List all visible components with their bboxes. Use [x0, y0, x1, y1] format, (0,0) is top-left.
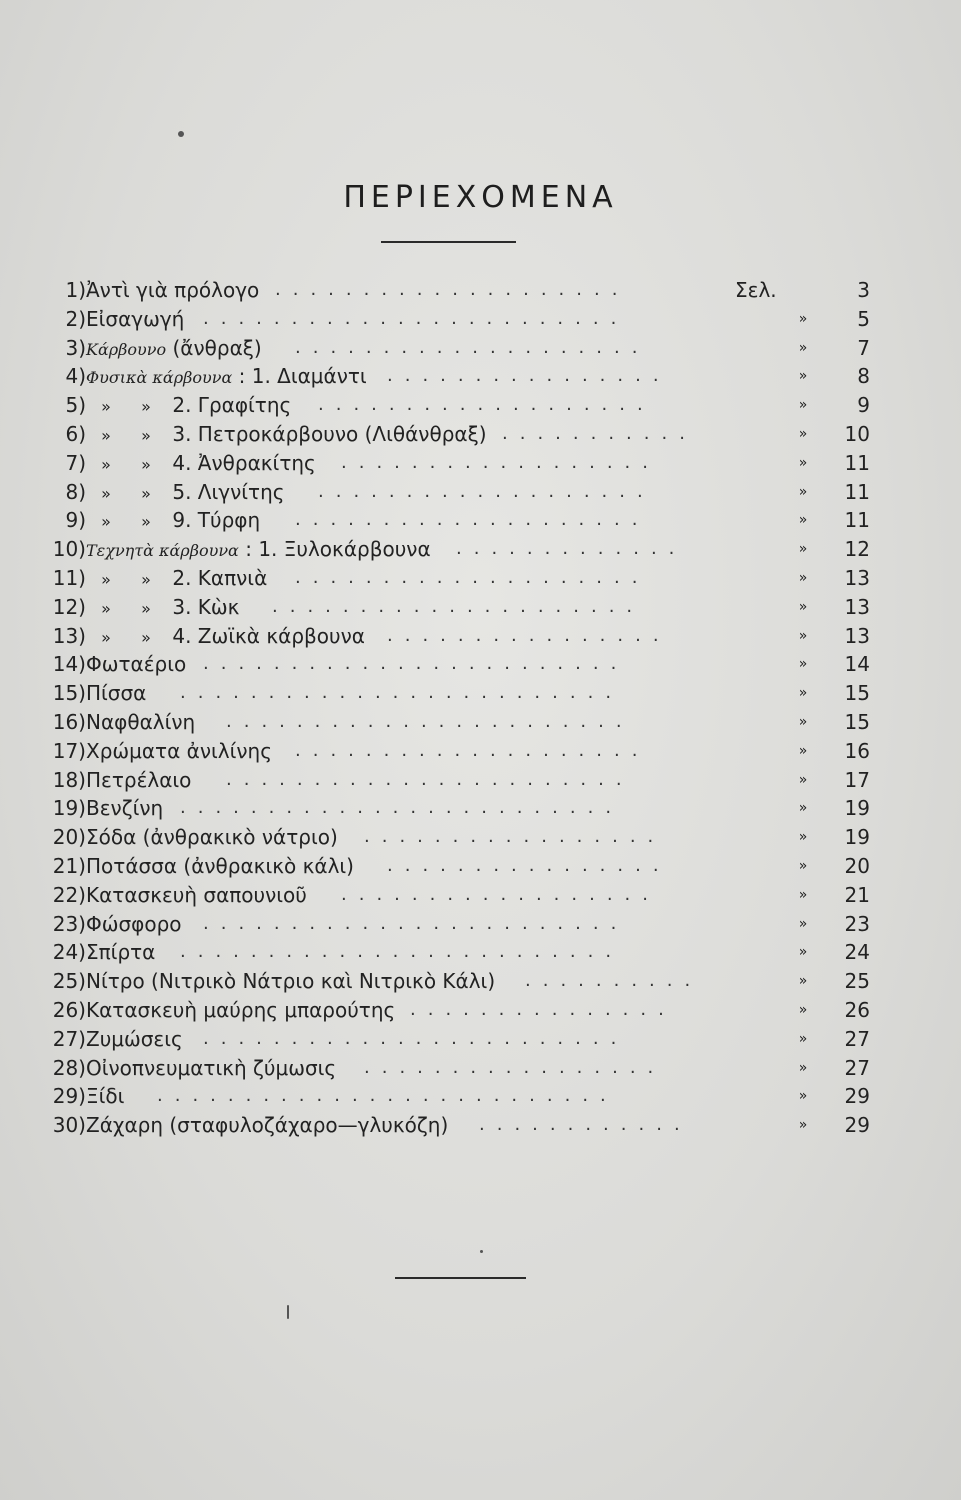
leader-dots: ................ — [387, 854, 671, 876]
leader-dots: ........................ — [203, 1027, 629, 1049]
entry-number: 25) — [52, 969, 86, 994]
entry-text: Νίτρο (Νιτρικὸ Νάτριο καὶ Νιτρικὸ Κάλι) — [86, 969, 496, 994]
entry-text: Κατασκευὴ σαπουνιοῦ — [86, 882, 307, 907]
entry-title — [86, 708, 195, 737]
entry-text: (ἄνθραξ) — [166, 335, 262, 360]
page-number: 14 — [844, 652, 870, 677]
entry-number: 28) — [52, 1055, 86, 1080]
entry-text: Βενζίνη — [86, 796, 164, 821]
page-number: 5 — [857, 306, 870, 331]
entry-text: Ξίδι — [86, 1084, 125, 1109]
leader-dots: .................... — [275, 279, 630, 300]
toc-entry — [40, 593, 880, 622]
entry-text: Χρώματα ἀνιλίνης — [86, 738, 272, 763]
entry-number: 20) — [52, 825, 86, 850]
entry-title — [86, 506, 260, 537]
ditto-mark: » — [798, 857, 808, 874]
ditto-mark: » — [798, 541, 808, 558]
leader-dots: ................ — [387, 365, 671, 387]
entry-number: 6) — [65, 421, 86, 446]
leader-dots: .................. — [341, 883, 660, 905]
ditto-mark: » — [798, 512, 808, 529]
entry-text: 3. Κὼκ — [166, 594, 240, 619]
ditto-mark: » — [798, 1030, 808, 1047]
table-of-contents — [40, 276, 880, 1140]
toc-entry — [40, 881, 880, 910]
leader-dots: .......................... — [157, 1085, 618, 1107]
ditto-mark: » — [798, 656, 808, 673]
entry-number: 17) — [52, 738, 86, 763]
ditto-mark: » — [798, 829, 808, 846]
leader-dots: ................. — [364, 1056, 666, 1078]
ditto-mark: » — [798, 1117, 808, 1134]
ditto-mark: » — [101, 397, 111, 417]
ditto-mark: » — [798, 627, 808, 644]
entry-text: Ζάχαρη (σταφυλοζάχαρο—γλυκόζη) — [86, 1113, 449, 1138]
entry-text: Ναφθαλίνη — [86, 709, 196, 734]
ditto-mark: » — [798, 1001, 808, 1018]
leader-dots: ......................... — [180, 682, 624, 704]
ditto-mark: » — [798, 685, 808, 702]
page-number: 11 — [844, 479, 870, 504]
ditto-mark: » — [798, 713, 808, 730]
entry-title — [86, 794, 163, 823]
leader-dots: ........................ — [203, 653, 629, 675]
ditto-mark: » — [798, 800, 808, 817]
entry-title — [86, 823, 338, 852]
ditto-mark: » — [101, 512, 111, 532]
leader-dots: ............. — [456, 538, 687, 560]
entry-title — [86, 766, 191, 795]
leader-dots: .................. — [341, 451, 660, 473]
entry-title — [86, 593, 239, 624]
entry-number: 12) — [52, 594, 86, 619]
ditto-mark: » — [798, 425, 808, 442]
entry-title — [86, 650, 186, 679]
leader-dots: ........... — [502, 422, 697, 444]
ditto-mark: » — [798, 1059, 808, 1076]
ditto-mark: » — [141, 627, 151, 647]
entry-number: 7) — [65, 450, 86, 475]
ditto-mark: » — [798, 368, 808, 385]
toc-entry — [40, 852, 880, 881]
page-number: 8 — [857, 364, 870, 389]
leader-dots: .................... — [295, 566, 650, 588]
toc-entry — [40, 766, 880, 795]
toc-entry — [40, 708, 880, 737]
leader-dots: ......................... — [180, 797, 624, 819]
toc-entry — [40, 1111, 880, 1140]
page-number: 29 — [844, 1113, 870, 1138]
entry-title — [86, 478, 284, 509]
leader-dots: ................... — [318, 394, 655, 416]
toc-entry — [40, 996, 880, 1025]
ditto-mark: » — [798, 339, 808, 356]
entry-text: Οἰνοπνευματικὴ ζύμωσις — [86, 1055, 337, 1080]
page-number: 10 — [844, 421, 870, 446]
page-number: 9 — [857, 393, 870, 418]
toc-entry — [40, 737, 880, 766]
leader-dots: ............... — [410, 998, 676, 1020]
entry-title — [86, 1025, 183, 1054]
leader-dots: ..................... — [272, 595, 645, 617]
entry-title — [86, 622, 365, 653]
entry-title — [86, 362, 367, 393]
entry-text: 4. Ζωϊκὰ κάρβουνα — [166, 623, 365, 648]
leader-dots: .................... — [295, 336, 650, 358]
entry-number: 16) — [52, 709, 86, 734]
leader-dots: .................... — [295, 509, 650, 531]
entry-title — [86, 1111, 448, 1140]
entry-text: Πίσσα — [86, 681, 147, 706]
leader-dots: .................... — [295, 739, 650, 761]
ditto-mark: » — [141, 454, 151, 474]
page-number: 15 — [844, 709, 870, 734]
section-heading-italic: Φυσικὰ κάρβουνα — [86, 368, 233, 388]
ditto-mark: » — [141, 512, 151, 532]
print-speck — [480, 1250, 483, 1253]
entry-title — [86, 305, 184, 334]
ditto-mark: » — [798, 973, 808, 990]
entry-title — [86, 938, 155, 967]
ditto-mark: » — [798, 944, 808, 961]
ditto-mark: » — [798, 454, 808, 471]
page-number: 15 — [844, 681, 870, 706]
entry-text: Φωταέριο — [86, 652, 187, 677]
page-number: 12 — [844, 537, 870, 562]
toc-entry — [40, 449, 880, 478]
section-heading-italic: Τεχνητὰ κάρβουνα — [86, 541, 239, 561]
entry-number: 23) — [52, 911, 86, 936]
entry-number: 21) — [52, 853, 86, 878]
page-number: 24 — [844, 940, 870, 965]
page-number: 20 — [844, 853, 870, 878]
entry-number: 11) — [52, 565, 86, 590]
entry-number: 24) — [52, 940, 86, 965]
toc-entry — [40, 622, 880, 651]
page-number: 13 — [844, 594, 870, 619]
page-number: 26 — [844, 997, 870, 1022]
entry-text: 3. Πετροκάρβουνο (Λιθάνθραξ) — [166, 421, 487, 446]
entry-number: 13) — [52, 623, 86, 648]
ditto-mark: » — [141, 425, 151, 445]
ditto-mark: » — [101, 569, 111, 589]
leader-dots: ................. — [364, 826, 666, 848]
entry-title — [86, 996, 395, 1025]
page-number: 25 — [844, 969, 870, 994]
ditto-mark: » — [798, 742, 808, 759]
page-number: 13 — [844, 623, 870, 648]
entry-number: 5) — [65, 393, 86, 418]
toc-entry — [40, 420, 880, 449]
entry-text: Σόδα (ἀνθρακικὸ νάτριο) — [86, 825, 338, 850]
entry-title — [86, 420, 487, 451]
entry-title — [86, 967, 495, 996]
entry-text: Ἀντὶ γιὰ πρόλογο — [86, 278, 260, 302]
entry-text: 2. Γραφίτης — [166, 393, 292, 418]
entry-number: 4) — [65, 364, 86, 389]
ditto-mark: » — [101, 425, 111, 445]
toc-entry — [40, 535, 880, 564]
leader-dots: ........................ — [203, 912, 629, 934]
leader-dots: .......... — [525, 970, 703, 992]
entry-number: 15) — [52, 681, 86, 706]
entry-title — [86, 449, 316, 480]
entry-text: Σπίρτα — [86, 940, 156, 965]
ditto-mark: » — [798, 886, 808, 903]
entry-number: 1) — [65, 278, 86, 302]
entry-title — [86, 564, 267, 595]
entry-number: 9) — [65, 508, 86, 533]
toc-entry — [40, 650, 880, 679]
entry-title — [86, 881, 307, 910]
entry-title — [86, 679, 146, 708]
ditto-mark: » — [101, 627, 111, 647]
print-speck — [287, 1305, 289, 1319]
page-label: Σελ. — [735, 278, 777, 302]
entry-number: 30) — [52, 1113, 86, 1138]
page-number: 11 — [844, 508, 870, 533]
toc-entry — [40, 938, 880, 967]
section-heading-italic: Κάρβουνο — [86, 339, 167, 359]
page-number: 7 — [857, 335, 870, 360]
page-number: 3 — [857, 278, 870, 302]
entry-text: 2. Καπνιὰ — [166, 565, 268, 590]
toc-entry — [40, 362, 880, 391]
entry-text: : 1. Ξυλοκάρβουνα — [238, 537, 431, 562]
ditto-mark: » — [798, 397, 808, 414]
page-number: 19 — [844, 796, 870, 821]
page-number: 27 — [844, 1055, 870, 1080]
toc-entry — [40, 794, 880, 823]
page-number: 17 — [844, 767, 870, 792]
ditto-mark: » — [101, 454, 111, 474]
page-number: 21 — [844, 882, 870, 907]
toc-entry — [40, 967, 880, 996]
ditto-mark: » — [101, 483, 111, 503]
entry-title — [86, 334, 262, 365]
ditto-mark: » — [798, 1088, 808, 1105]
toc-entry — [40, 679, 880, 708]
entry-number: 2) — [65, 306, 86, 331]
ditto-mark: » — [798, 569, 808, 586]
entry-number: 14) — [52, 652, 86, 677]
entry-number: 10) — [52, 537, 86, 562]
ditto-mark: » — [798, 310, 808, 327]
entry-number: 8) — [65, 479, 86, 504]
leader-dots: ................ — [387, 624, 671, 646]
page-number: 27 — [844, 1026, 870, 1051]
ditto-mark: » — [141, 483, 151, 503]
toc-entry — [40, 276, 880, 305]
bottom-rule — [395, 1277, 526, 1279]
page-number: 29 — [844, 1084, 870, 1109]
entry-text: 4. Ἀνθρακίτης — [166, 450, 316, 475]
entry-number: 27) — [52, 1026, 86, 1051]
ditto-mark: » — [798, 915, 808, 932]
leader-dots: ....................... — [226, 710, 634, 732]
entry-title — [86, 535, 431, 566]
entry-text: Ποτάσσα (ἀνθρακικὸ κάλι) — [86, 853, 354, 878]
entry-text: Πετρέλαιο — [86, 767, 192, 792]
entry-text: : 1. Διαμάντι — [232, 364, 367, 389]
toc-entry — [40, 1082, 880, 1111]
toc-entry — [40, 506, 880, 535]
page-number: 11 — [844, 450, 870, 475]
leader-dots: ......................... — [180, 941, 624, 963]
entry-text: 9. Τύρφη — [166, 508, 261, 533]
entry-text: 5. Λιγνίτης — [166, 479, 285, 504]
page-number: 13 — [844, 565, 870, 590]
entry-title — [86, 1054, 336, 1083]
entry-text: Φώσφορο — [86, 911, 182, 936]
entry-number: 19) — [52, 796, 86, 821]
ditto-mark: » — [101, 598, 111, 618]
leader-dots: ................... — [318, 480, 655, 502]
ditto-mark: » — [798, 598, 808, 615]
page-title: ΠΕΡΙΕΧΟΜΕΝΑ — [343, 180, 618, 215]
ditto-mark: » — [141, 397, 151, 417]
toc-entry — [40, 564, 880, 593]
title-underline — [381, 241, 516, 243]
entry-text: Κατασκευὴ μαύρης μπαρούτης — [86, 997, 396, 1022]
entry-number: 26) — [52, 997, 86, 1022]
entry-text: Εἰσαγωγή — [86, 306, 185, 331]
toc-entry — [40, 391, 880, 420]
entry-number: 29) — [52, 1084, 86, 1109]
ditto-mark: » — [141, 569, 151, 589]
ditto-mark: » — [798, 483, 808, 500]
entry-number: 22) — [52, 882, 86, 907]
page-number: 23 — [844, 911, 870, 936]
toc-entry — [40, 1025, 880, 1054]
page-number: 16 — [844, 738, 870, 763]
page-number: 19 — [844, 825, 870, 850]
entry-number: 3) — [65, 335, 86, 360]
leader-dots: ....................... — [226, 768, 634, 790]
toc-entry — [40, 823, 880, 852]
entry-title — [86, 276, 259, 305]
print-speck — [178, 131, 184, 137]
entry-title — [86, 391, 291, 422]
entry-title — [86, 1082, 124, 1111]
toc-entry — [40, 1054, 880, 1083]
toc-entry — [40, 910, 880, 939]
entry-text: Ζυμώσεις — [86, 1026, 183, 1051]
toc-entry — [40, 305, 880, 334]
entry-number: 18) — [52, 767, 86, 792]
entry-title — [86, 852, 354, 881]
leader-dots: ........................ — [203, 307, 629, 329]
leader-dots: ............ — [479, 1114, 692, 1136]
toc-entry — [40, 478, 880, 507]
ditto-mark: » — [141, 598, 151, 618]
entry-title — [86, 737, 272, 766]
ditto-mark: » — [798, 771, 808, 788]
entry-title — [86, 910, 182, 939]
toc-entry — [40, 334, 880, 363]
